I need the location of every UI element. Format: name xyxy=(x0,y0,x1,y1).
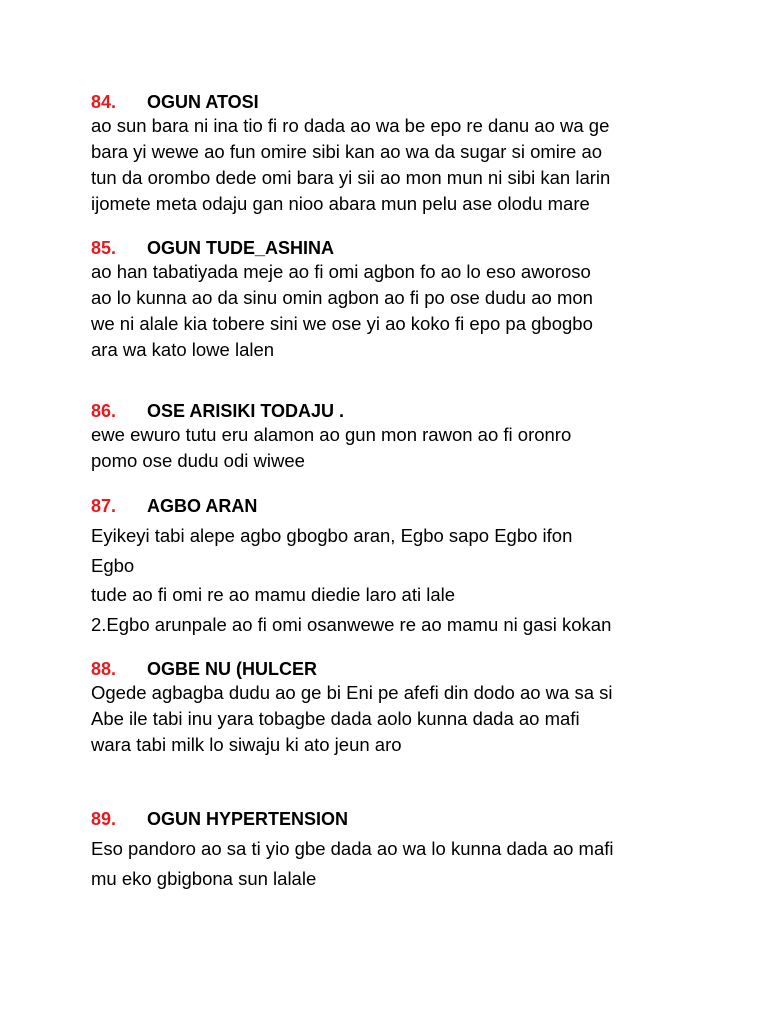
entry-line: tun da orombo dede omi bara yi sii ao mon mun ni sibi kan larin xyxy=(91,167,611,188)
entry-85 xyxy=(91,237,711,363)
entry-line: ewe ewuro tutu eru alamon ao gun mon rawon ao fi oronro xyxy=(91,424,572,445)
entry-heading xyxy=(91,237,711,259)
entry-line: ao han tabatiyada meje ao fi omi agbon fo ao lo eso aworoso xyxy=(91,261,591,282)
entry-line: Egbo xyxy=(91,554,135,576)
entry-title: OGUN HYPERTENSION xyxy=(147,809,349,829)
entry-line: 2.Egbo arunpale ao fi omi osanwewe re ao mamu ni gasi kokan xyxy=(91,613,612,635)
entry-heading xyxy=(91,658,711,680)
entry-line: wara tabi milk lo siwaju ki ato jeun aro xyxy=(91,734,402,755)
entry-line: Abe ile tabi inu yara tobagbe dada aolo kunna dada ao mafi xyxy=(91,708,580,729)
entry-title: OGBE NU (HULCER xyxy=(147,659,317,679)
entry-heading xyxy=(91,808,711,830)
entry-heading xyxy=(91,495,711,517)
entry-89 xyxy=(91,808,711,893)
entry-number: 88. xyxy=(91,659,117,679)
entry-line: pomo ose dudu odi wiwee xyxy=(91,450,305,471)
entry-line: tude ao fi omi re ao mamu diedie laro ati lale xyxy=(91,584,456,605)
entry-number: 85. xyxy=(91,238,117,258)
entry-title: OSE ARISIKI TODAJU . xyxy=(147,401,345,421)
entry-line: Ogede agbagba dudu ao ge bi Eni pe afefi din dodo ao wa sa si xyxy=(91,682,613,703)
entry-88 xyxy=(91,658,711,758)
entry-title: OGUN ATOSI xyxy=(147,92,259,112)
entry-line: ao lo kunna ao da sinu omin agbon ao fi po ose dudu ao mon xyxy=(91,287,593,308)
entry-line: ara wa kato lowe lalen xyxy=(91,339,275,360)
entry-heading xyxy=(91,400,711,422)
entry-title: OGUN TUDE_ASHINA xyxy=(147,238,335,258)
entry-line: Eso pandoro ao sa ti yio gbe dada ao wa lo kunna dada ao mafi xyxy=(91,838,614,859)
entry-number: 87. xyxy=(91,496,117,516)
entry-heading xyxy=(91,91,711,113)
entry-line: Eyikeyi tabi alepe agbo gbogbo aran, Egbo sapo Egbo ifon xyxy=(91,525,573,546)
entry-86 xyxy=(91,400,711,474)
entry-84 xyxy=(91,91,711,217)
entry-87 xyxy=(91,495,711,639)
entry-line: mu eko gbigbona sun lalale xyxy=(91,867,317,889)
entry-line: bara yi wewe ao fun omire sibi kan ao wa da sugar si omire ao xyxy=(91,141,603,162)
entry-title: AGBO ARAN xyxy=(147,496,258,516)
entry-line: ao sun bara ni ina tio fi ro dada ao wa be epo re danu ao wa ge xyxy=(91,115,610,136)
entry-number: 86. xyxy=(91,401,117,421)
entry-line: ijomete meta odaju gan nioo abara mun pelu ase olodu mare xyxy=(91,193,590,214)
entry-line: we ni alale kia tobere sini we ose yi ao koko fi epo pa gbogbo xyxy=(91,313,593,334)
entry-number: 89. xyxy=(91,809,117,829)
entry-number: 84. xyxy=(91,92,117,112)
